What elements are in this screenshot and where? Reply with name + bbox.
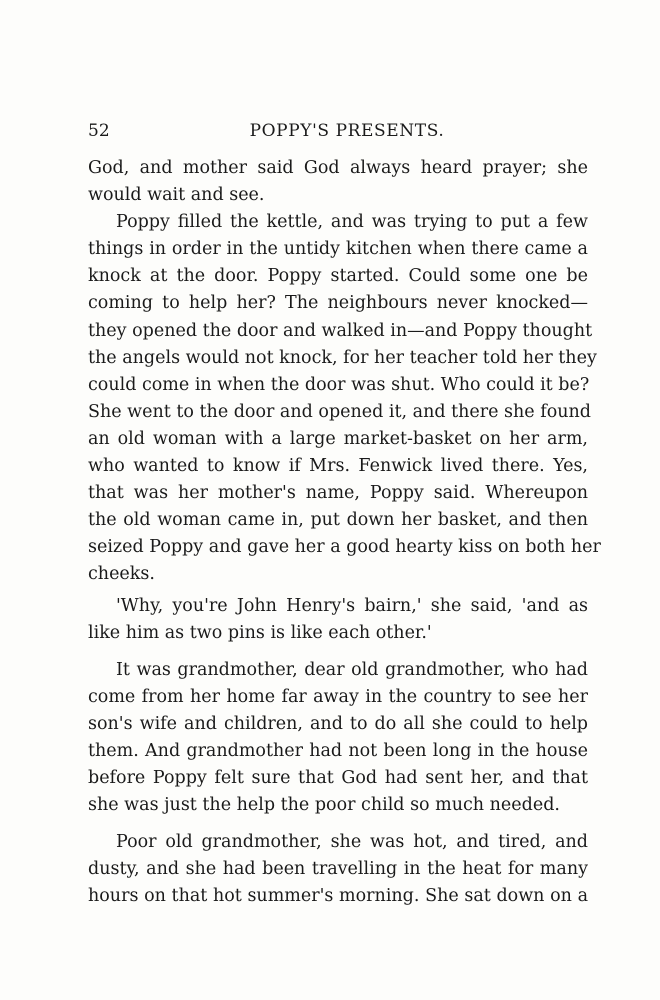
paragraph-3 — [88, 593, 588, 647]
text-line: like him as two pins is like each other.' — [88, 622, 432, 643]
text-line: It was grandmother, dear old grandmother, who had — [116, 659, 588, 680]
text-line: seized Poppy and gave her a good hearty kiss on both her — [88, 537, 601, 558]
text-line: before Poppy felt sure that God had sent her, and that — [88, 768, 588, 789]
text-line: son's wife and children, and to do all she could to help — [88, 713, 588, 734]
text-line: things in order in the untidy kitchen when there came a — [88, 239, 588, 260]
text-line: that was her mother's name, Poppy said. Whereupon — [88, 483, 588, 504]
text-line: the angels would not knock, for her teacher told her they — [88, 347, 597, 368]
text-line: they opened the door and walked in—and Poppy thought — [88, 320, 593, 341]
paragraph-2 — [88, 209, 601, 588]
body-text — [88, 155, 601, 911]
paragraph-5 — [88, 829, 588, 910]
text-line: them. And grandmother had not been long in the house — [88, 740, 588, 761]
text-line: God, and mother said God always heard prayer; she — [88, 158, 588, 178]
text-line: come from her home far away in the country to see her — [88, 686, 588, 707]
text-line: dusty, and she had been travelling in the heat for many — [88, 859, 588, 880]
text-line: Poppy filled the kettle, and was trying to put a few — [116, 212, 588, 233]
text-line: Poor old grandmother, she was hot, and tired, and — [116, 832, 588, 853]
running-head — [88, 118, 588, 144]
text-line: the old woman came in, put down her basket, and then — [88, 510, 588, 531]
text-line: an old woman with a large market-basket on her arm, — [88, 428, 588, 449]
paragraph-4 — [88, 657, 588, 820]
text-line: coming to help her? The neighbours never knocked— — [88, 293, 588, 314]
text-line: would wait and see. — [88, 185, 265, 206]
paragraph-spacer — [88, 647, 588, 657]
text-line: cheeks. — [88, 564, 155, 585]
text-line: hours on that hot summer's morning. She sat down on a — [88, 886, 588, 907]
paragraph-spacer — [88, 819, 588, 829]
page-number: 52 — [88, 121, 110, 141]
text-line: 'Why, you're John Henry's bairn,' she said, 'and as — [116, 595, 588, 616]
paragraph-1 — [88, 155, 588, 209]
running-title: POPPY'S PRESENTS. — [249, 121, 445, 141]
text-line: could come in when the door was shut. Who could it be? — [88, 374, 590, 395]
text-line: knock at the door. Poppy started. Could some one be — [88, 266, 588, 287]
text-line: she was just the help the poor child so much needed. — [88, 795, 560, 816]
text-line: She went to the door and opened it, and there she found — [88, 401, 591, 422]
text-line: who wanted to know if Mrs. Fenwick lived there. Yes, — [88, 456, 588, 477]
